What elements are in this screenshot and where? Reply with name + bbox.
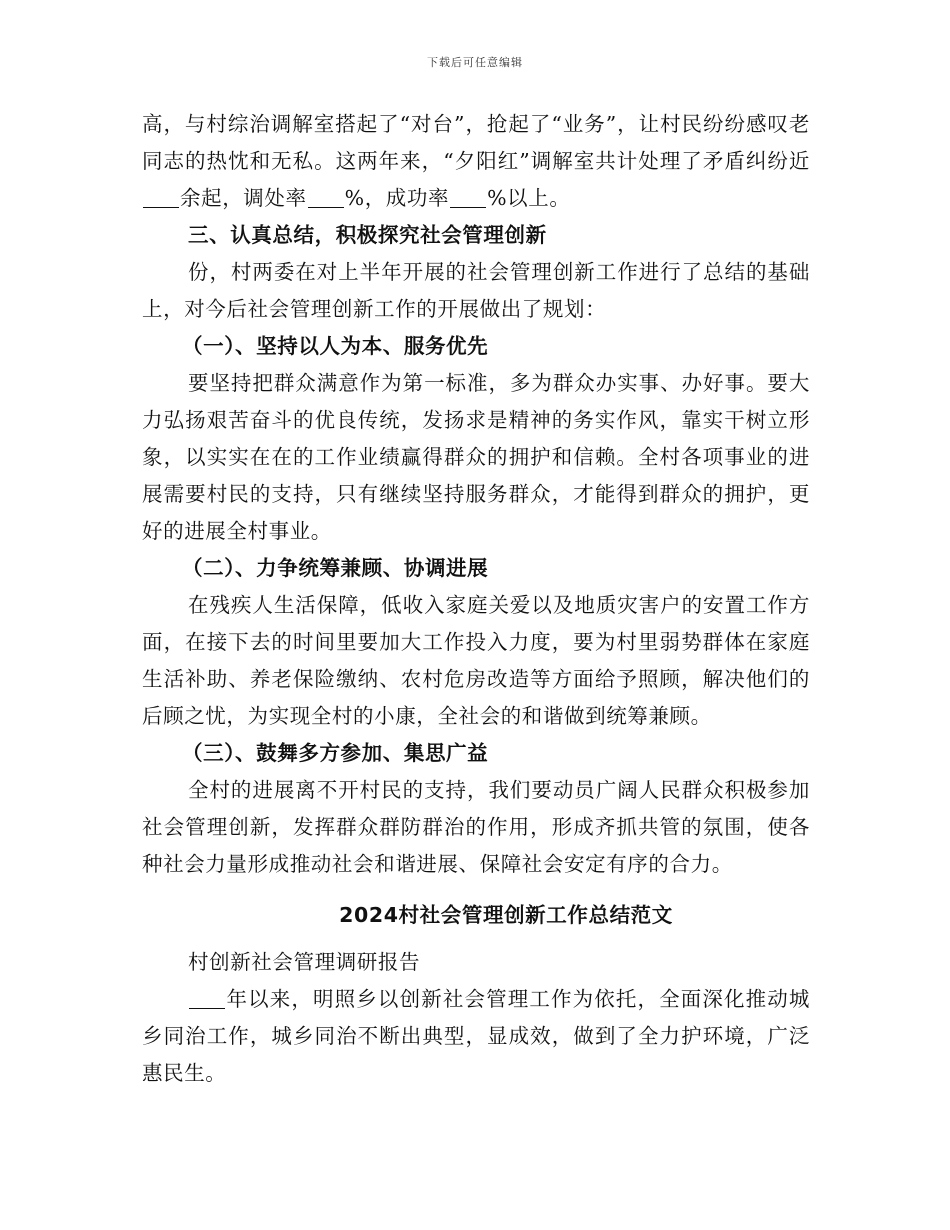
section-heading-3: 三、认真总结，积极探究社会管理创新 [188,223,547,247]
paragraph-coordination: 在残疾人生活保障，低收入家庭关爱以及地质灾害户的安置工作方面，在接下去的时间里要加大工作投入力度，要为村里弱势群体在家庭生活补助、养老保险缴纳、农村危房改造等方面给予照顾，解决他们的后顾之忧，为实现全村的小康，全社会的和谐做到统筹兼顾。 [142,593,810,728]
paragraph-participation: 全村的进展离不开村民的支持，我们要动员广阔人民群众积极参加社会管理创新，发挥群众群防群治的作用，形成齐抓共管的氛围，使各种社会力量形成推动社会和谐进展、保障社会安定有序的合力。 [142,778,810,876]
paragraph-mediation [142,106,810,217]
subheading-2: （二）、力争统筹兼顾、协调进展 [182,556,489,580]
fill-blank [450,187,486,209]
page-header-note: 下载后可任意编辑 [427,56,523,69]
paragraph-text: %，成功率 [344,186,450,210]
paragraph-text: %以上。 [487,186,571,210]
paragraph-report-title: 村创新社会管理调研报告 [188,950,421,974]
paragraph-text: 年以来，明照乡以创新社会管理工作为依托，全面深化推动城乡同治工作，城乡同治不断出典型，显成效，做到了全力护环境，广泛惠民生。 [142,987,810,1085]
paragraph-text: 余起，调处率 [180,186,307,210]
fill-blank [189,988,225,1010]
subheading-3: （三）、鼓舞多方参加、集思广益 [182,741,489,765]
paragraph-text: 高，与村综治调解室搭起了“对台”，抢起了“业务”，让村民纷纷感叹老同志的热忱和无私。这两年来，“夕阳红”调解室共计处理了矛盾纠纷近 [142,112,810,173]
fill-blank [143,187,179,209]
document-title: 2024村社会管理创新工作总结范文 [339,903,673,927]
paragraph-plan: 份，村两委在对上半年开展的社会管理创新工作进行了总结的基础上，对今后社会管理创新工作的开展做出了规划： [142,260,810,321]
paragraph-intro [142,981,810,1092]
paragraph-people-first: 要坚持把群众满意作为第一标准，多为群众办实事、办好事。要大力弘扬艰苦奋斗的优良传统，发扬求是精神的务实作风，靠实干树立形象，以实实在在的工作业绩赢得群众的拥护和信赖。全村各项事业的进展需要村民的支持，只有继续坚持服务群众，才能得到群众的拥护，更好的进展全村事业。 [142,371,810,543]
document-body [142,106,810,1092]
subheading-1: （一）、坚持以人为本、服务优先 [182,334,489,358]
fill-blank [308,187,344,209]
